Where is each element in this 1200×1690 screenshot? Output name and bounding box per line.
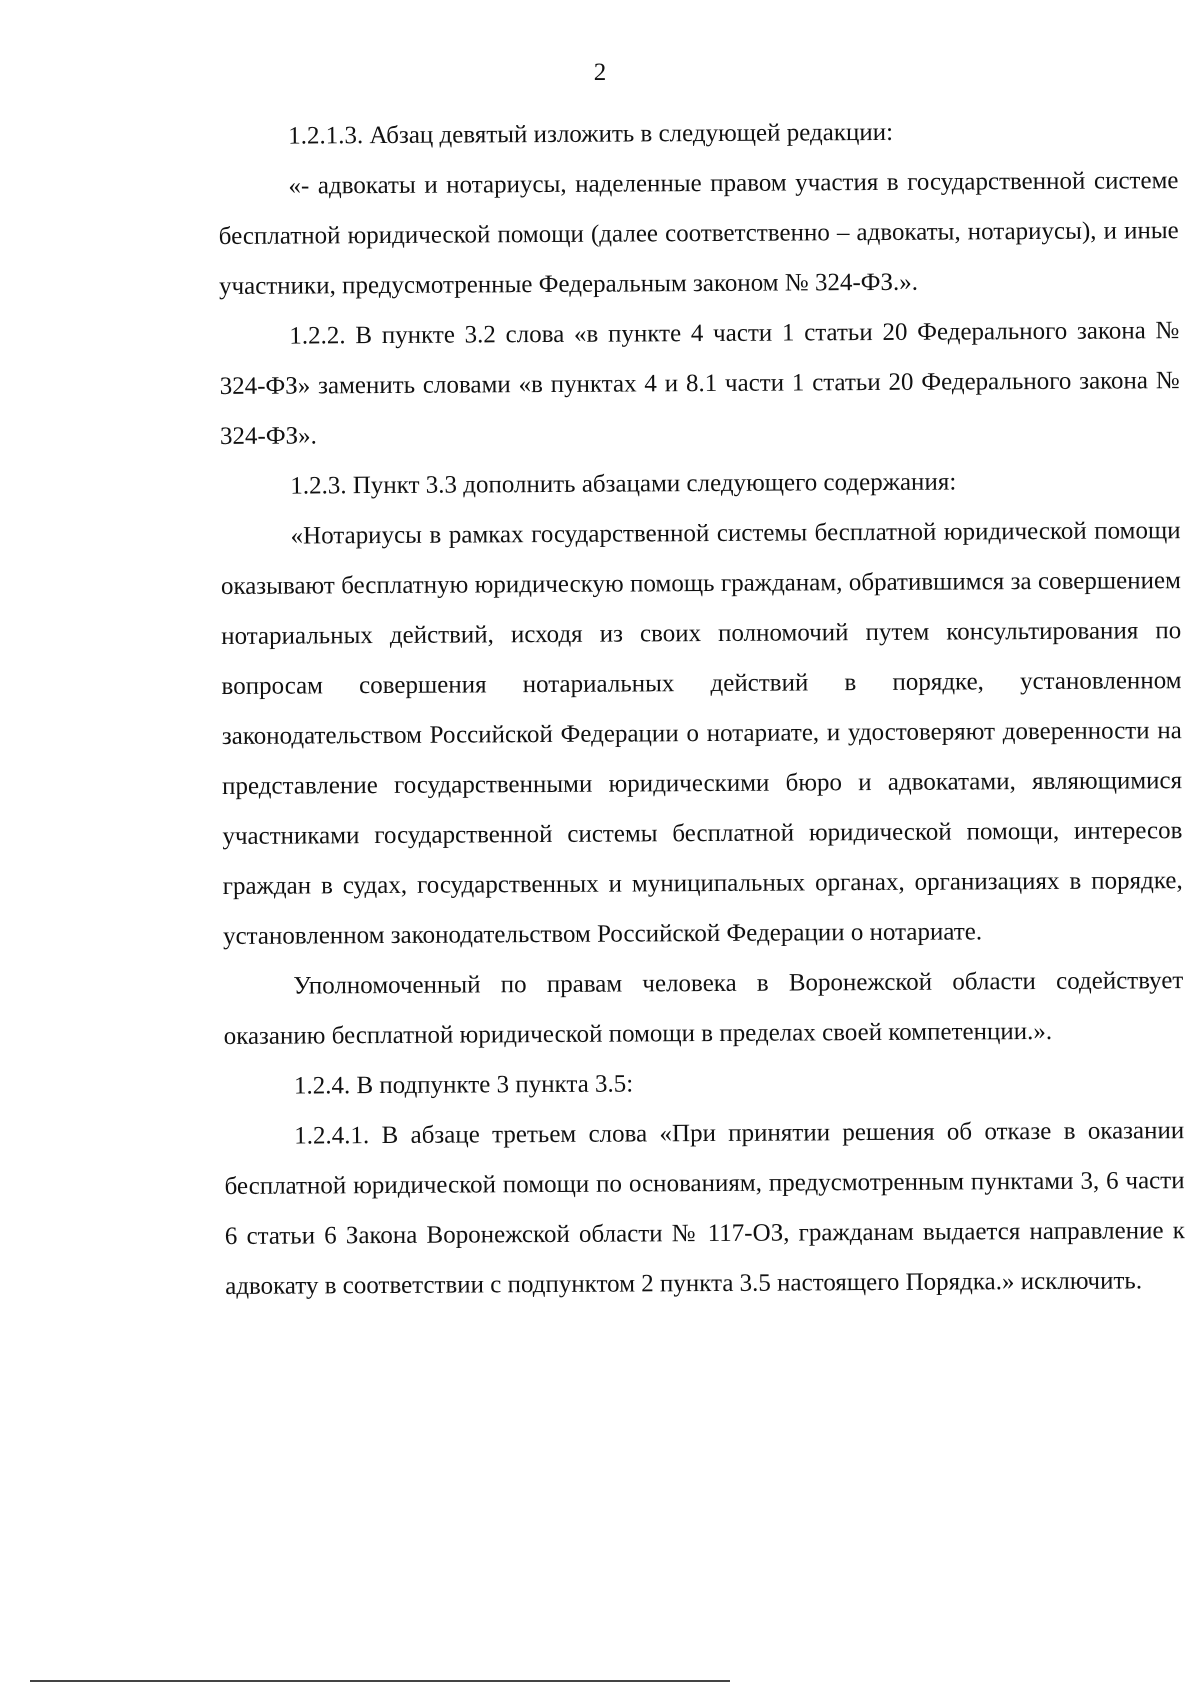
bottom-scan-line [30, 1680, 730, 1682]
paragraph-quoted-notaries: «Нотариусы в рамках государственной системы бесплатной юридической помощи оказывают бесплатную юридическую помощь гражданам, обратившимся за совершением нотариальных действий, исходя из своих полномочий путем консультирования по вопросам совершения нотариальных действий в порядке, установленном законодательством Российской Федерации о нотариате, и удостоверяют доверенности на представление государственными юридическими бюро и адвокатами, являющимися участниками государственной системы бесплатной юридической помощи, интересов граждан в судах, государственных и муниципальных органах, организациях в порядке, установленном законодательством Российской Федерации о нотариате. [220, 517, 1183, 950]
paragraph-quoted-lawyers-notaries: «- адвокаты и нотариусы, наделенные правом участия в государственной системе бесплатной юридической помощи (далее соответственно – адвокаты, нотариусы), и иные участники, предусмотренные Федеральным законом № 324-ФЗ.». [218, 167, 1179, 300]
paragraph-ombudsman: Уполномоченный по правам человека в Воронежской области содействует оказанию бесплатной юридической помощи в пределах своей компетенции.». [223, 967, 1184, 1050]
paragraph-1-2-1-3: 1.2.1.3. Абзац девятый изложить в следующей редакции: [288, 118, 894, 150]
paragraph-1-2-2: 1.2.2. В пункте 3.2 слова «в пункте 4 части 1 статьи 20 Федерального закона № 324-ФЗ» заменить словами «в пунктах 4 и 8.1 части 1 статьи 20 Федерального закона № 324-ФЗ». [219, 317, 1180, 450]
paragraph-1-2-4-1: 1.2.4.1. В абзаце третьем слова «При принятии решения об отказе в оказании бесплатной юридической помощи по основаниям, предусмотренным пунктами 3, 6 части 6 статьи 6 Закона Воронежской области № 117-ОЗ, гражданам выдается направление к адвокату в соответствии с подпунктом 2 пункта 3.5 настоящего Порядка.» исключить. [224, 1117, 1185, 1300]
document-body [218, 106, 1185, 1312]
paragraph-1-2-3: 1.2.3. Пункт 3.3 дополнить абзацами следующего содержания: [290, 468, 957, 500]
page-number: 2 [593, 59, 607, 86]
paragraph-1-2-4: 1.2.4. В подпункте 3 пункта 3.5: [293, 1070, 634, 1100]
